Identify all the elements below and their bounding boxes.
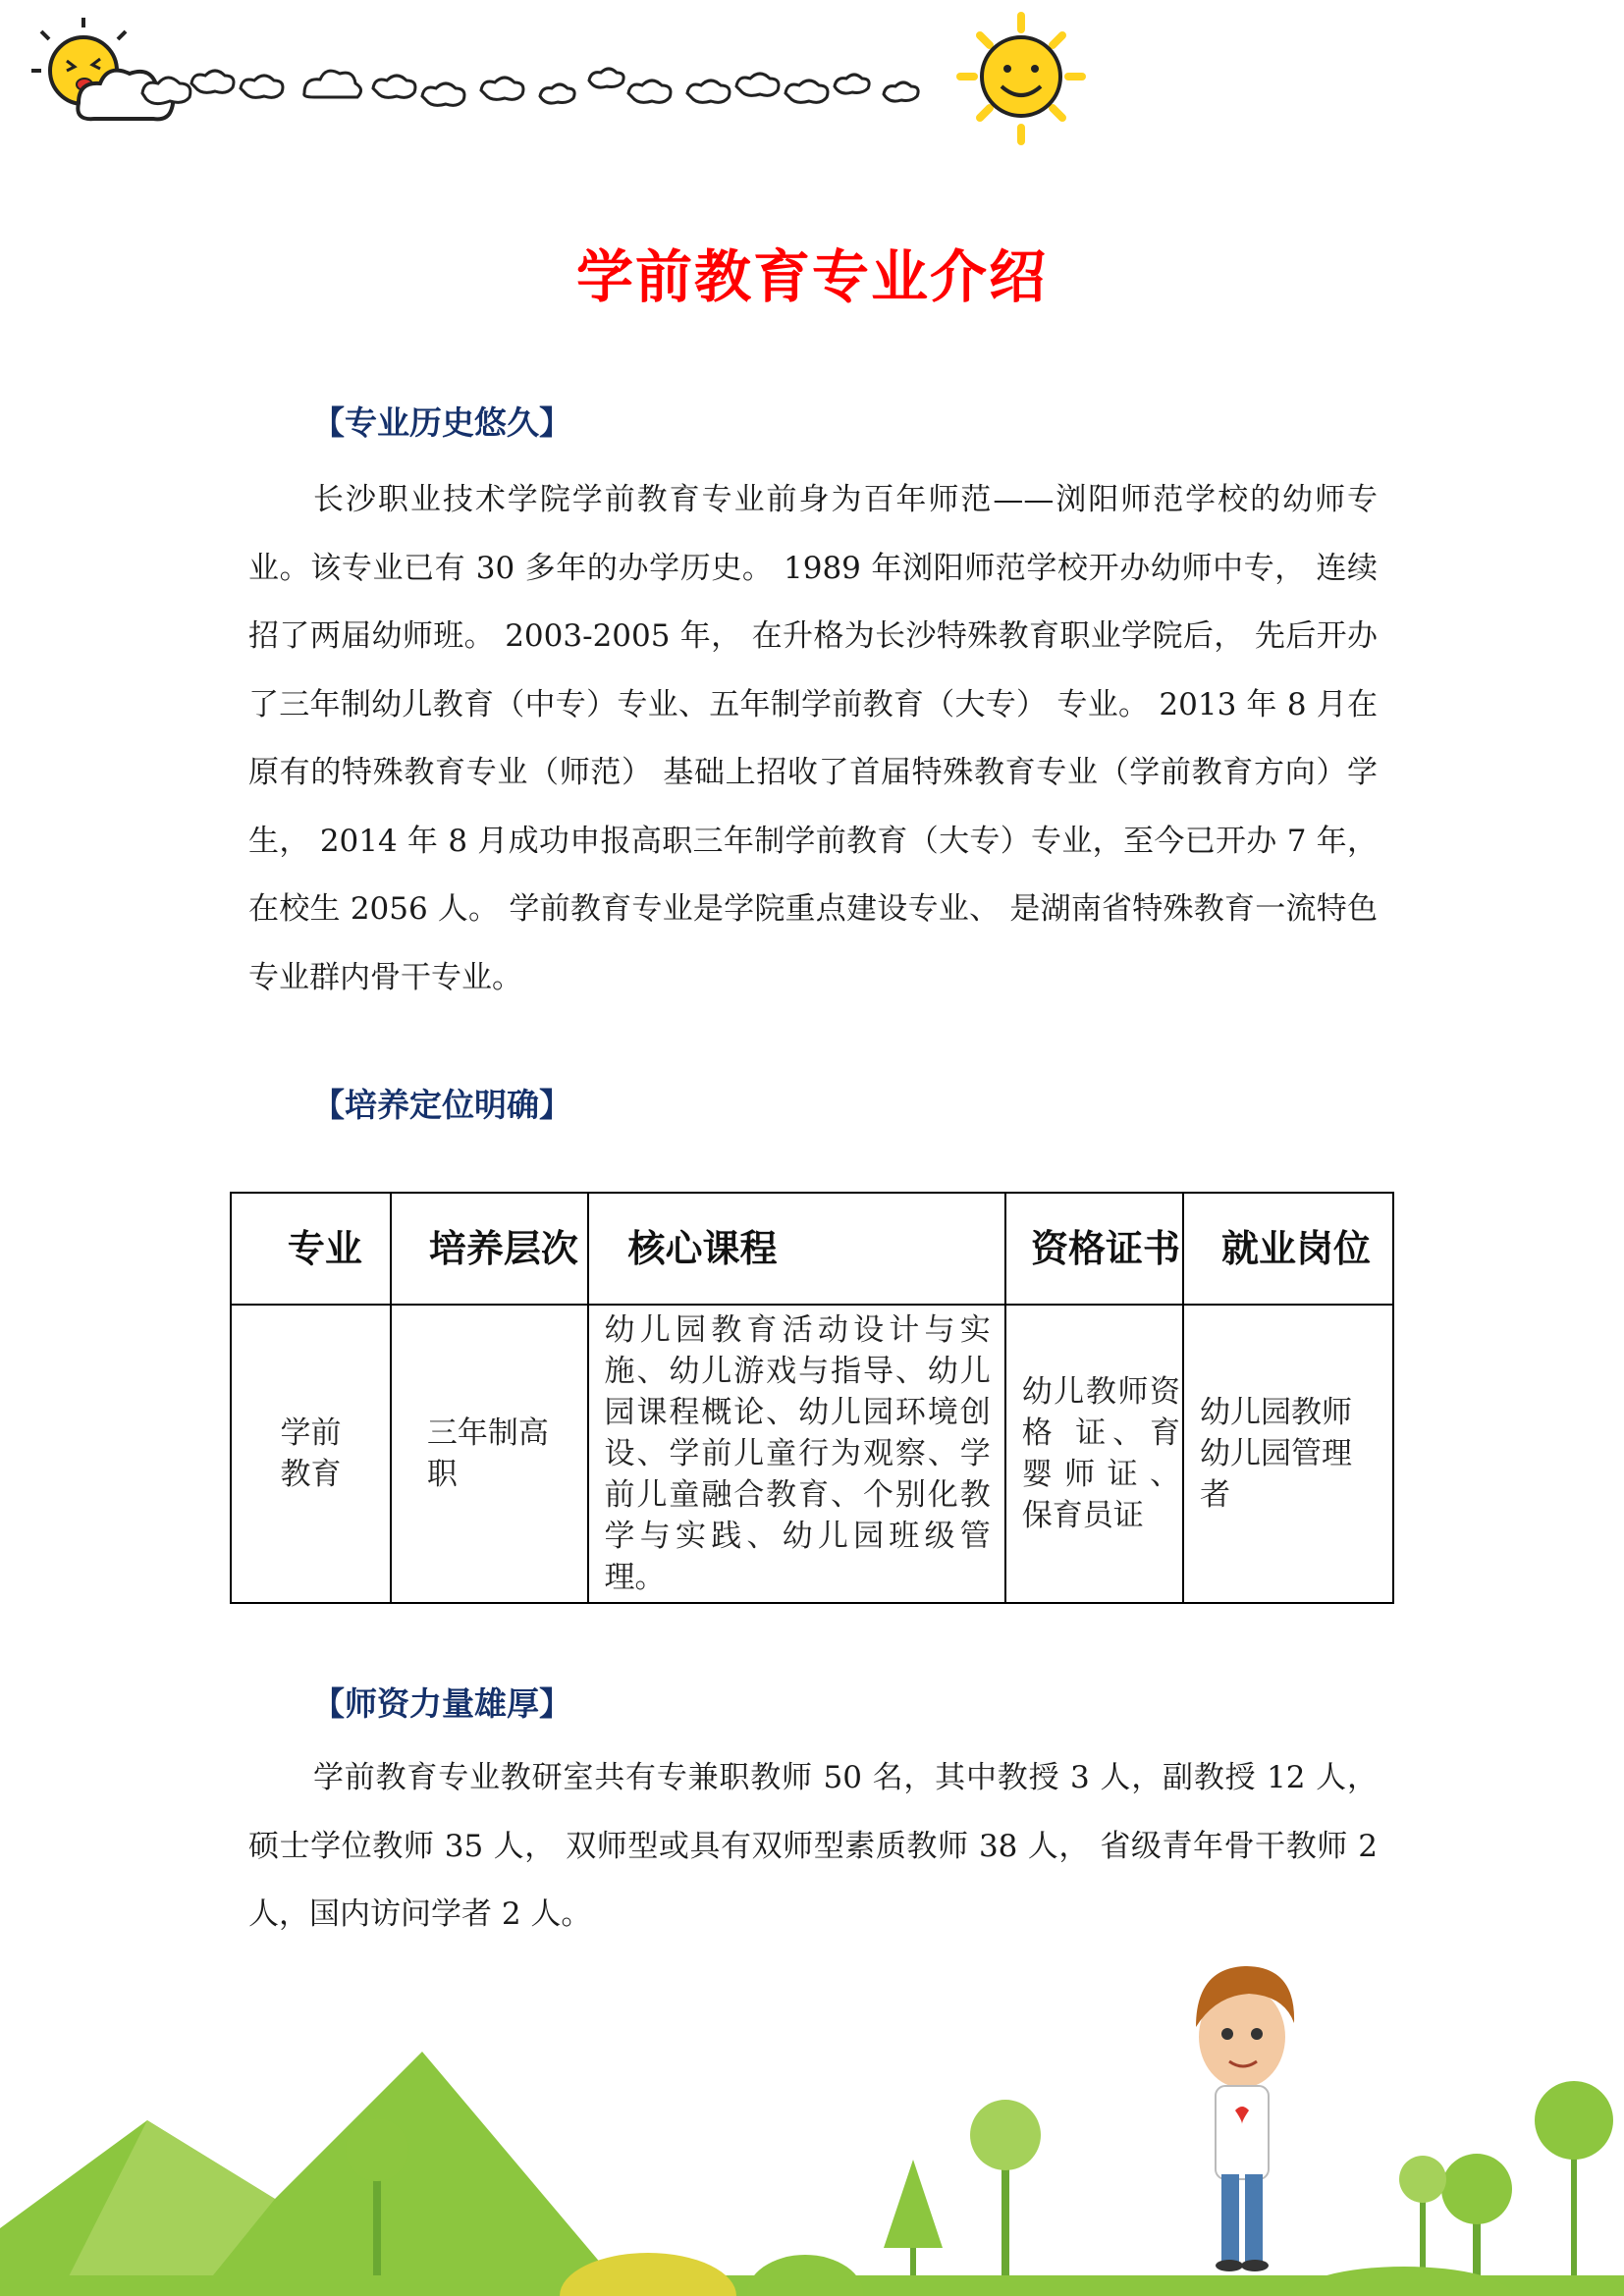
section-heading-history: 【专业历史悠久】 [312,403,571,442]
footer-decoration [0,1953,1624,2296]
table-row [231,1305,1393,1603]
cell-level: 三年制高职 [391,1305,588,1603]
cell-major: 学前教育 [280,1415,342,1492]
cell-jobs: 幼儿园教师幼儿园管理者 [1183,1305,1393,1603]
header-decoration [20,10,1110,167]
cell-certificates: 幼儿教师资格 证、育婴师证、 保育员证 [1005,1305,1183,1603]
section-heading-positioning: 【培养定位明确】 [312,1086,571,1124]
page-title: 学前教育专业介绍 [575,243,1048,310]
table-header-row [231,1193,1393,1305]
header-jobs: 就业岗位 [1183,1193,1393,1305]
header-certificates: 资格证书 [1005,1193,1183,1305]
program-table [230,1192,1394,1604]
cartoon-boy-figure [1196,1966,1294,2271]
hill-icon [0,2052,628,2296]
cell-courses: 幼儿园教育活动设计与实施、幼儿游戏与指导、幼儿园课程概论、幼儿园环境创设、学前儿童行为观察、学前儿童融合教育、个别化教学与实践、幼儿园班级管理。 [588,1305,1005,1603]
section-heading-faculty: 【师资力量雄厚】 [312,1684,571,1723]
cloud-row [142,69,918,105]
header-courses: 核心课程 [588,1193,1005,1305]
smiling-sun-icon [960,16,1082,141]
header-major: 专业 [231,1193,391,1305]
header-level: 培养层次 [391,1193,588,1305]
history-paragraph: 长沙职业技术学院学前教育专业前身为百年师范——浏阳师范学校的幼师专业。该专业已有 30 多年的办学历史。 1989 年浏阳师范学校开办幼师中专， 连续招了两届幼师班。 2003-2005 年， 在升格为长沙特殊教育职业学院后， 先后开办了三年制幼儿教育（中专）专业、五年制学前教育（大专） 专业。 2013 年 8 月在原有的特殊教育专业（师范） 基础上招收了首届特殊教育专业（学前教育方向）学生， 2014 年 8 月成功申报高职三年制学前教育（大专）专业，至今已开办 7 年， 在校生 2056 人。 学前教育专业是学院重点建设专业、 是湖南省特殊教育一流特色专业群内骨干专业。 [248,482,1378,995]
faculty-paragraph: 学前教育专业教研室共有专兼职教师 50 名，其中教授 3 人，副教授 12 人，硕士学位教师 35 人， 双师型或具有双师型素质教师 38 人， 省级青年骨干教师 2 人，国内访问学者 2 人。 [248,1760,1378,1932]
